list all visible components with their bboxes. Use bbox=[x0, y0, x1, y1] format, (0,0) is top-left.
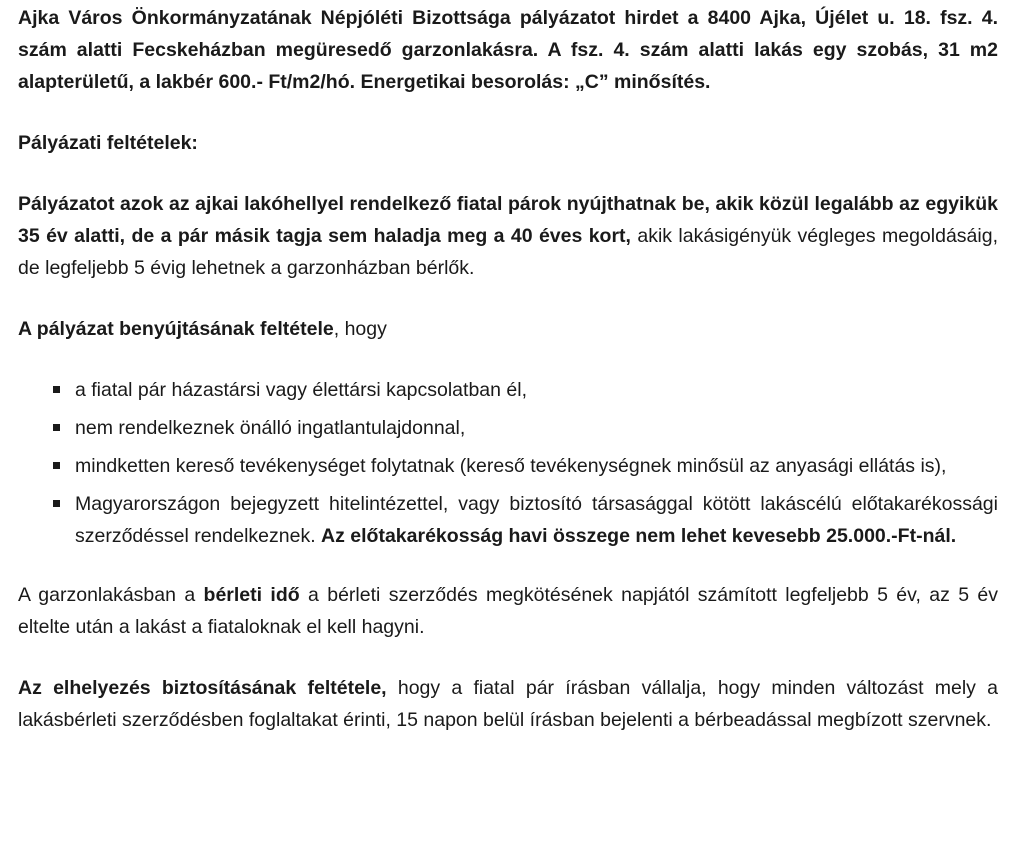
eligibility-bold: Pályázatot azok az ajkai lakóhellyel rendelkező fiatal párok nyújthatnak be, akik közül legalább az egyikük 35 év alatti, de a pár másik tagja sem haladja meg a 40 éves kort, bbox=[18, 193, 998, 247]
submission-text: , hogy bbox=[333, 318, 387, 340]
list-item: nem rendelkeznek önálló ingatlantulajdonnal, bbox=[18, 412, 998, 444]
rental-bold: bérleti idő bbox=[203, 584, 300, 606]
conditions-heading: Pályázati feltételek: bbox=[18, 132, 198, 154]
placement-bold: Az elhelyezés biztosításának feltétele, bbox=[18, 677, 387, 699]
rental-paragraph: A garzonlakásban a bérleti idő a bérleti szerződés megkötésének napjától számított legfeljebb 5 év, az 5 év eltelte után a lakást a fiataloknak el kell hagyni. bbox=[18, 584, 998, 638]
bullet-icon bbox=[53, 386, 60, 393]
bullet-icon bbox=[53, 462, 60, 469]
submission-bold: A pályázat benyújtásának feltétele bbox=[18, 318, 334, 340]
list-item: mindketten kereső tevékenységet folytatnak (kereső tevékenységnek minősül az anyasági ellátás is), bbox=[18, 450, 998, 482]
eligibility-paragraph bbox=[18, 188, 998, 284]
savings-minimum: Az előtakarékosság havi összege nem lehet kevesebb 25.000.-Ft-nál. bbox=[321, 525, 957, 547]
placement-paragraph: Az elhelyezés biztosításának feltétele, hogy a fiatal pár írásban vállalja, hogy minden változást mely a lakásbérleti szerződésben foglaltakat érinti, 15 napon belül írásban bejelenti a bérbeadással megbízott szervnek. bbox=[18, 677, 998, 731]
conditions-list bbox=[18, 374, 998, 552]
eligibility-text: akik lakásigényük végleges megoldásáig, de legfeljebb 5 évig lehetnek a garzonházban bérlők. bbox=[18, 225, 998, 279]
submission-paragraph bbox=[18, 313, 998, 345]
list-item: a fiatal pár házastársi vagy élettársi kapcsolatban él, bbox=[18, 374, 998, 406]
document-body bbox=[18, 2, 998, 736]
intro-paragraph: Ajka Város Önkormányzatának Népjóléti Bizottsága pályázatot hirdet a 8400 Ajka, Újélet u. 18. fsz. 4. szám alatti Fecskeházban megüresedő garzonlakásra. A fsz. 4. szám alatti lakás egy szobás, 31 m2 alapterületű, a lakbér 600.- Ft/m2/hó. Energetikai besorolás: „C” minősítés. bbox=[18, 7, 998, 93]
list-item: Magyarországon bejegyzett hitelintézettel, vagy biztosító társasággal kötött lakáscélú előtakarékossági szerződéssel rendelkeznek. Az előtakarékosság havi összege nem lehet kevesebb 25.000.-Ft-nál. bbox=[18, 488, 998, 552]
bullet-icon bbox=[53, 424, 60, 431]
bullet-icon bbox=[53, 500, 60, 507]
